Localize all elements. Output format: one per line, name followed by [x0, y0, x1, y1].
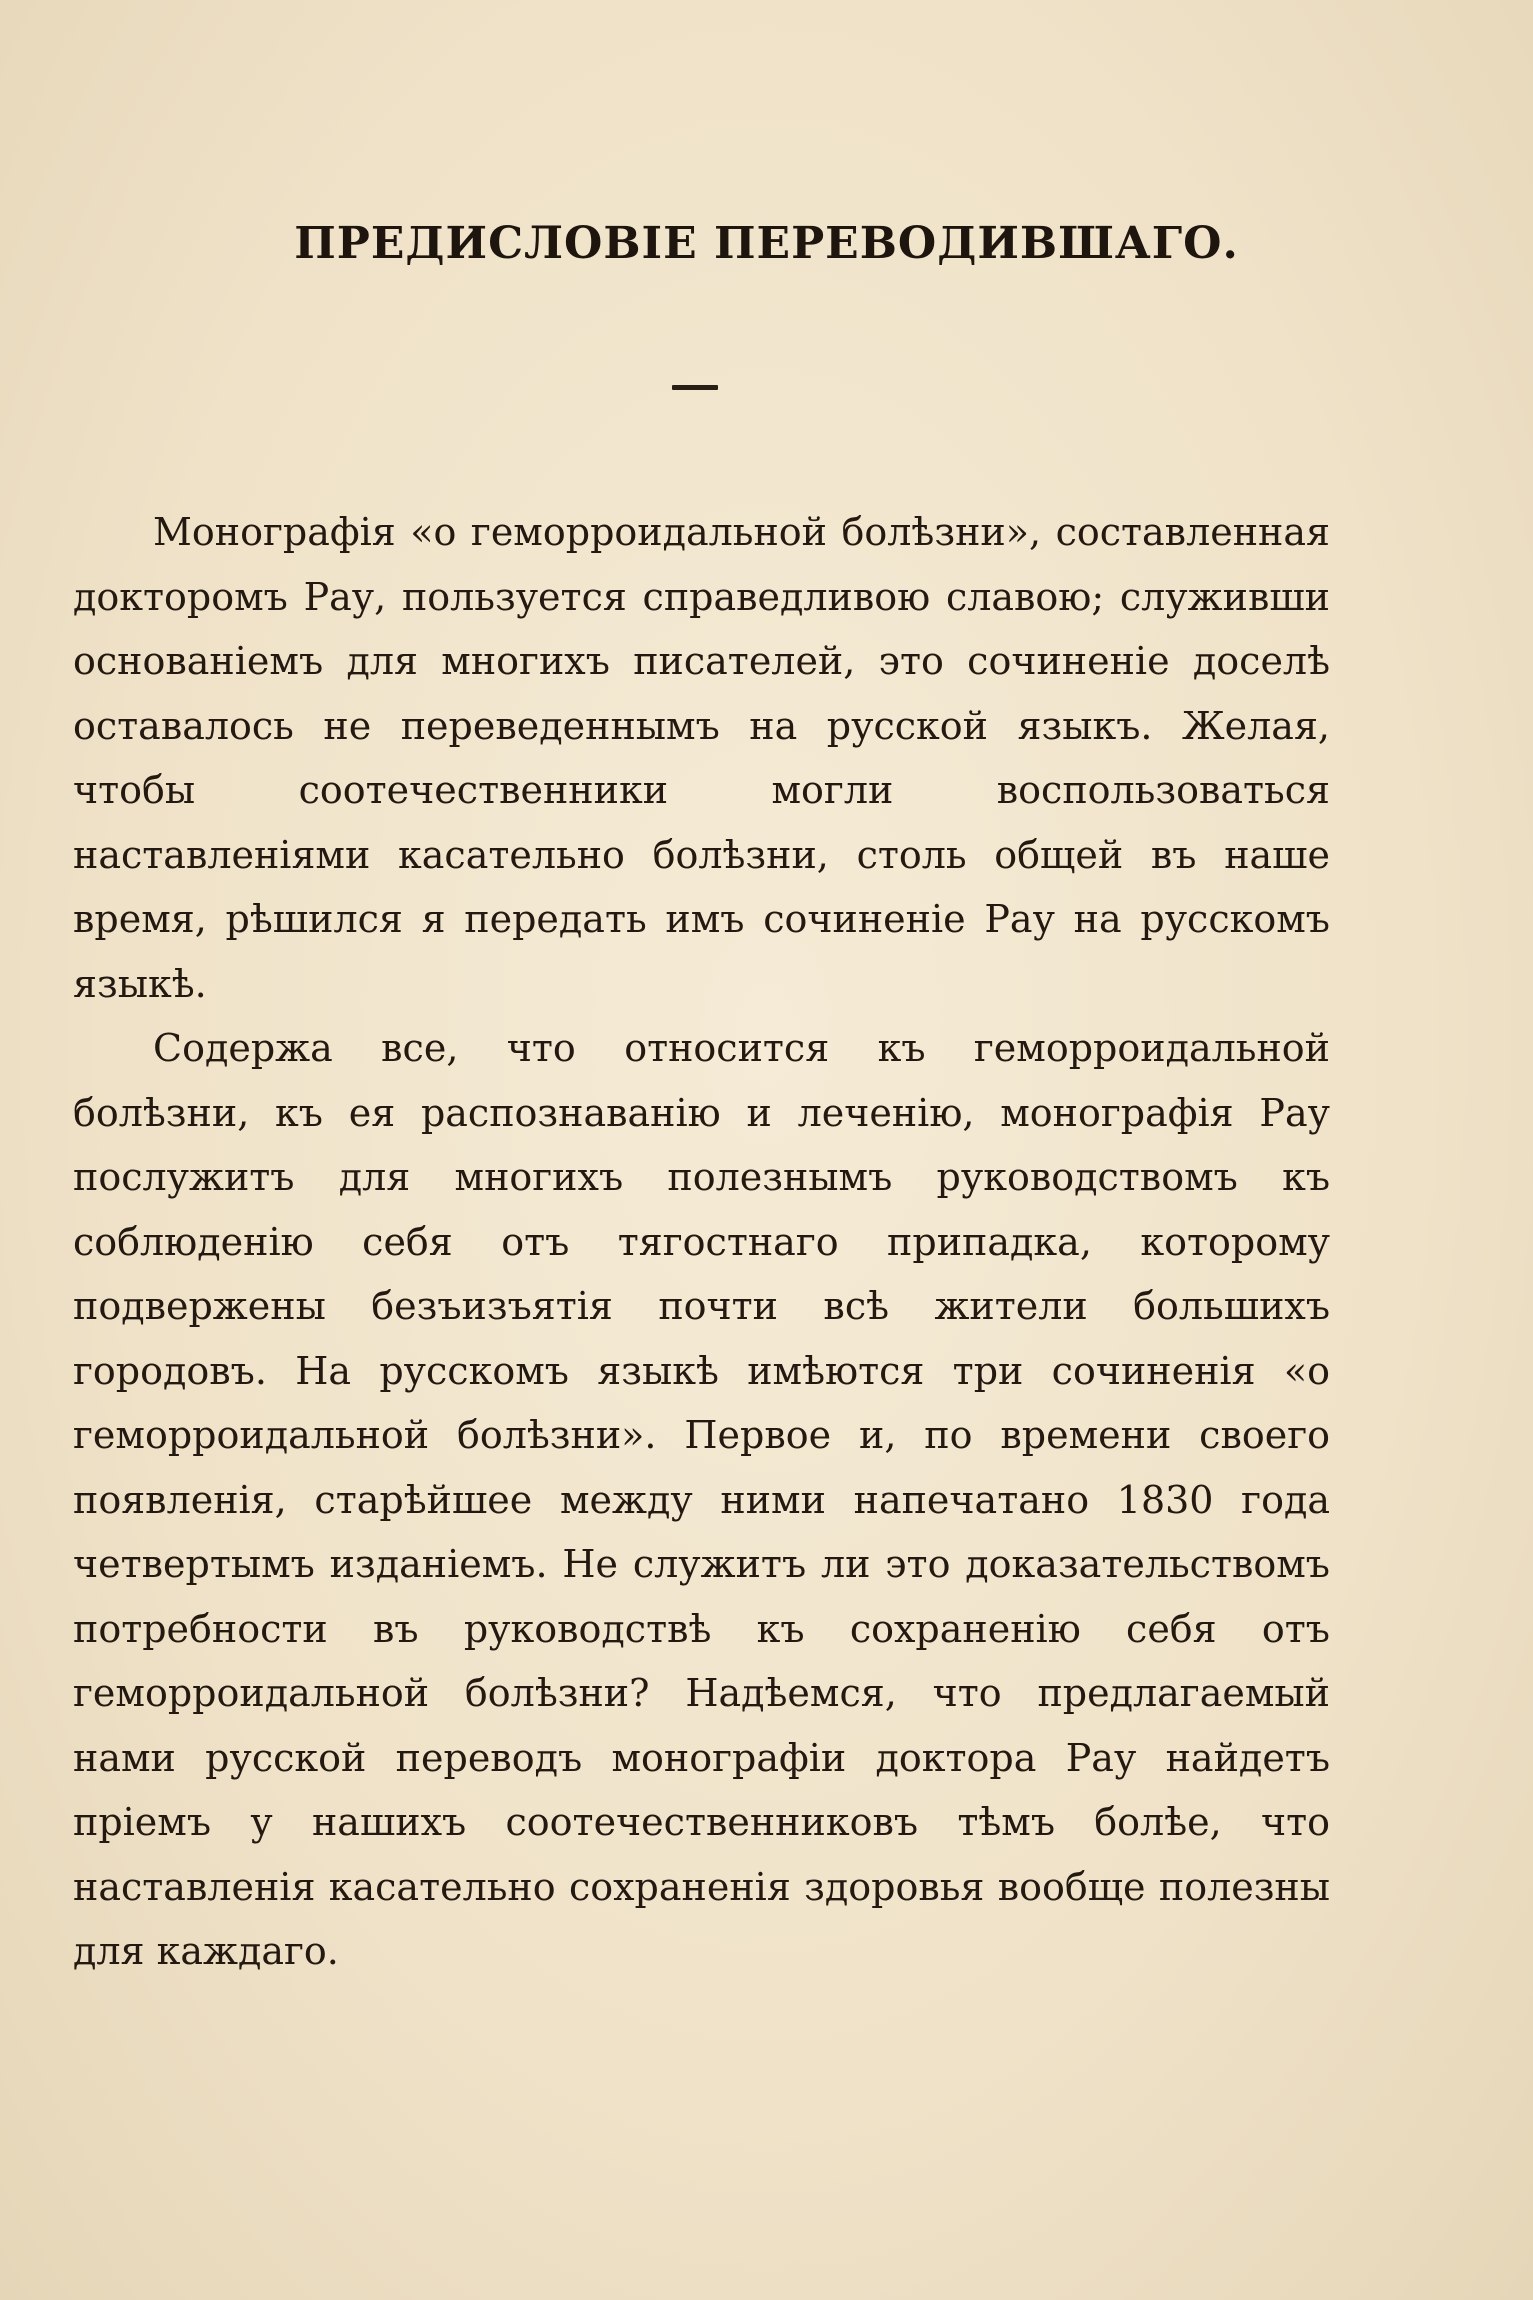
paragraph-2: Содержа все, что относится къ геморроидальной болѣзни, къ ея распознаванію и леченію, монографія Рау послужитъ для многихъ полезнымъ руководствомъ къ соблюденію себя отъ тягостнаго припадка, которому подвержены безъизъятія почти всѣ жители большихъ городовъ. На русскомъ языкѣ имѣются три сочиненія «о геморроидальной болѣзни». Первое и, по времени своего появленія, старѣйшее между ними напечатано 1830 года четвертымъ изданіемъ. Не служитъ ли это доказательствомъ потребности въ руководствѣ къ сохраненію себя отъ геморроидальной болѣзни? Надѣемся, что предлагаемый нами русской переводъ монографіи доктора Рау найдетъ пріемъ у нашихъ соотечественниковъ тѣмъ болѣе, что наставленія касательно сохраненія здоровья вообще полезны для каждаго.: [73, 1026, 1330, 1973]
page-title: ПРЕДИСЛОВІЕ ПЕРЕВОДИВШАГО.: [294, 218, 1239, 269]
paragraph-1: Монографія «о геморроидальной болѣзни», составленная докторомъ Рау, пользуется справедливою славою; служивши основаніемъ для многихъ писателей, это сочиненіе доселѣ оставалось не переведеннымъ на русской языкъ. Желая, чтобы соотечественники могли воспользоваться наставленіями касательно болѣзни, столь общей въ наше время, рѣшился я передать имъ сочиненіе Рау на русскомъ языкѣ.: [73, 510, 1330, 1006]
preface-body: [73, 500, 1330, 1984]
decorative-rule: [672, 385, 718, 390]
